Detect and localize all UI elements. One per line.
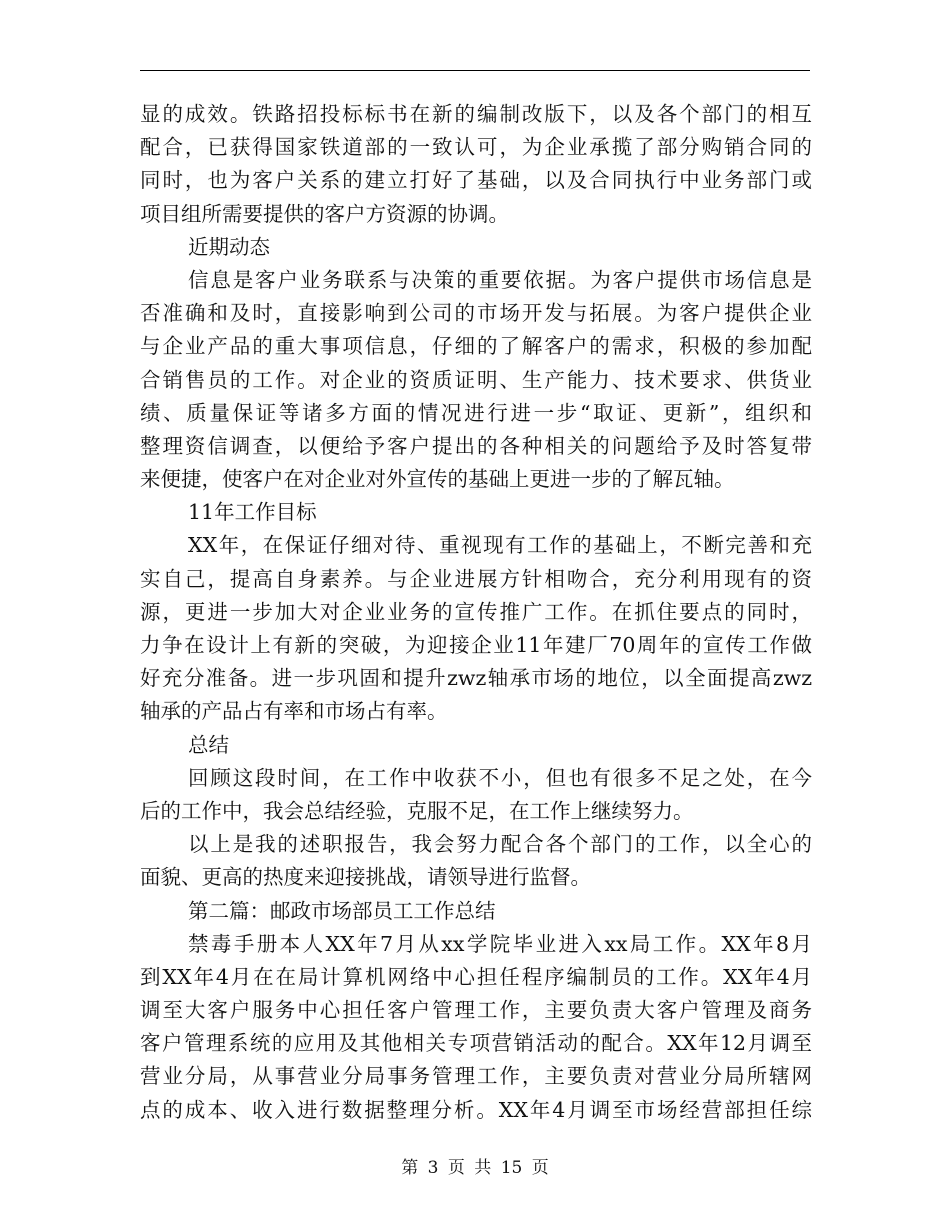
text-line: 实自己，提高自身素养。与企业进展方针相吻合，充分利用现有的资 (140, 566, 812, 591)
section-heading: 近期动态 (188, 234, 270, 259)
text-line: 来便捷，使客户在对企业对外宣传的基础上更进一步的了解瓦轴。 (140, 467, 735, 492)
text-line: 合销售员的工作。对企业的资质证明、生产能力、技术要求、供货业 (140, 367, 812, 392)
text-line: 点的成本、收入进行数据整理分析。XX年4月调至市场经营部担任综 (140, 1097, 812, 1122)
text-line: 调至大客户服务中心担任客户管理工作，主要负责大客户管理及商务 (140, 998, 812, 1023)
text-line: 配合，已获得国家铁道部的一致认可，为企业承揽了部分购销合同的 (140, 135, 812, 160)
text-line: 面貌、更高的热度来迎接挑战，请领导进行监督。 (140, 865, 591, 890)
text-line: 与企业产品的重大事项信息，仔细的了解客户的需求，积极的参加配 (140, 334, 812, 359)
document-body (140, 98, 812, 1127)
text-line: 绩、质量保证等诸多方面的情况进行进一步“取证、更新”，组织和 (140, 400, 812, 425)
text-line: 同时，也为客户关系的建立打好了基础，以及合同执行中业务部门或 (140, 168, 812, 193)
page-number-footer: 第 3 页 共 15 页 (401, 1158, 549, 1178)
text-line: 源，更进一步加大对企业业务的宣传推广工作。在抓住要点的同时， (140, 599, 812, 624)
text-line: 后的工作中，我会总结经验，克服不足，在工作上继续努力。 (140, 798, 694, 823)
text-line: 营业分局，从事营业分局事务管理工作，主要负责对营业分局所辖网 (140, 1064, 812, 1089)
text-line: 力争在设计上有新的突破，为迎接企业11年建厂70周年的宣传工作做 (140, 633, 812, 657)
header-rule (140, 70, 810, 71)
section-heading: 第二篇：邮政市场部员工工作总结 (188, 898, 496, 923)
text-line: 轴承的产品占有率和市场占有率。 (140, 699, 448, 724)
text-line: 否准确和及时，直接影响到公司的市场开发与拓展。为客户提供企业 (140, 301, 812, 326)
text-line: 客户管理系统的应用及其他相关专项营销活动的配合。XX年12月调至 (140, 1031, 812, 1056)
text-line: 好充分准备。进一步巩固和提升zwz轴承市场的地位，以全面提高zwz (140, 666, 812, 691)
text-line: 显的成效。铁路招投标标书在新的编制改版下，以及各个部门的相互 (140, 102, 812, 126)
section-heading: 总结 (188, 732, 229, 757)
text-line: 整理资信调查，以便给予客户提出的各种相关的问题给予及时答复带 (140, 433, 812, 458)
paragraph-first-line: 以上是我的述职报告，我会努力配合各个部门的工作，以全心的 (188, 832, 812, 857)
paragraph-first-line: 回顾这段时间，在工作中收获不小，但也有很多不足之处，在今 (188, 765, 812, 790)
paragraph-first-line: XX年，在保证仔细对待、重视现有工作的基础上，不断完善和充 (188, 533, 812, 558)
text-line: 到XX年4月在在局计算机网络中心担任程序编制员的工作。XX年4月 (140, 964, 812, 989)
paragraph-first-line: 禁毒手册本人XX年7月从xx学院毕业进入xx局工作。XX年8月 (188, 931, 812, 956)
text-line: 项目组所需要提供的客户方资源的协调。 (140, 201, 509, 226)
paragraph-first-line: 信息是客户业务联系与决策的重要依据。为客户提供市场信息是 (188, 267, 812, 292)
section-heading: 11年工作目标 (188, 500, 317, 525)
